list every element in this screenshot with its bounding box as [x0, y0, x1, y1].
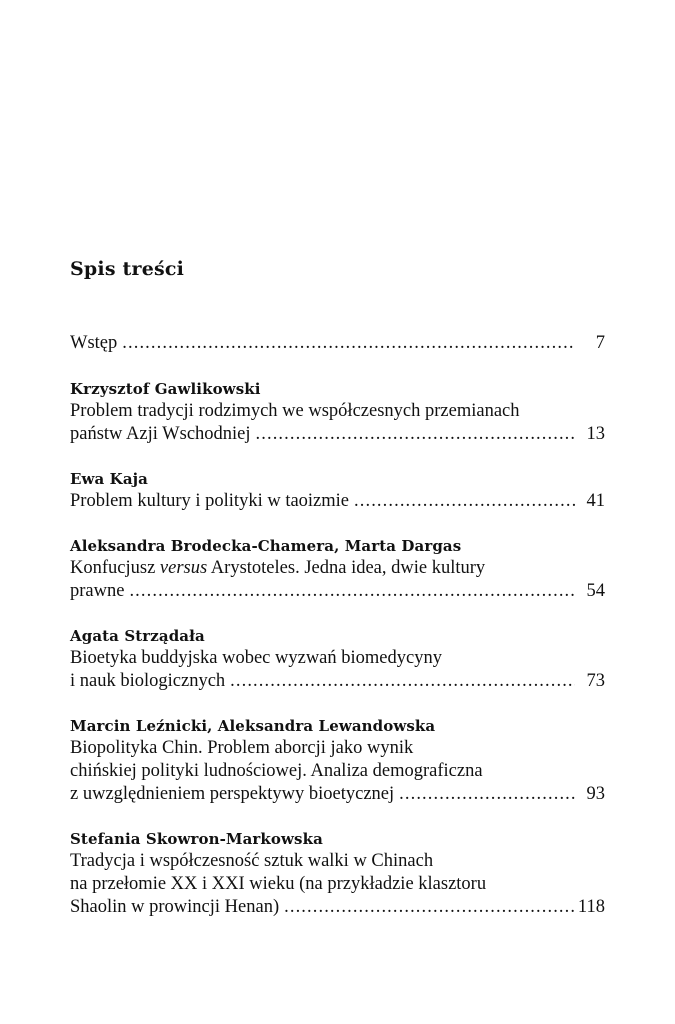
- dot-leader: [284, 896, 574, 919]
- toc-entry-strzadala[interactable]: [70, 625, 605, 693]
- toc-entry-title-line: chińskiej polityki ludnościowej. Analiza demograficzna: [70, 760, 483, 781]
- toc-heading: Spis treści: [70, 258, 185, 280]
- toc-page-number: 7: [595, 333, 605, 353]
- toc-entry-brodecka-dargas[interactable]: [70, 535, 605, 603]
- toc-entry-line: [70, 580, 605, 603]
- toc-entry-title-line: [70, 557, 605, 580]
- toc-entry-title-end: Shaolin w prowincji Henan): [70, 896, 280, 917]
- title-text-pre: Konfucjusz: [70, 558, 160, 578]
- dot-leader: [354, 490, 575, 513]
- toc-page-number: 41: [586, 491, 605, 511]
- toc-entry-line: [70, 332, 605, 355]
- toc-entry-line: [70, 670, 605, 693]
- toc-entry-author: Agata Strządała: [70, 627, 205, 645]
- toc-entry-title-line: Problem tradycji rodzimych we współczesnych przemianach: [70, 401, 520, 421]
- toc-entry-skowron-markowska[interactable]: [70, 828, 605, 918]
- toc-entry-author: Ewa Kaja: [70, 470, 148, 488]
- toc-entry-title-line: Bioetyka buddyjska wobec wyzwań biomedycyny: [70, 648, 442, 668]
- toc-entry-title-end: Problem kultury i polityki w taoizmie: [70, 491, 350, 511]
- toc-entry-title-line: Tradycja i współczesność sztuk walki w Chinach: [70, 851, 434, 871]
- toc-entry-author: Marcin Leźnicki, Aleksandra Lewandowska: [70, 717, 436, 735]
- toc-entry-line: [70, 896, 605, 919]
- toc-page-number: 13: [586, 423, 605, 444]
- toc-entry-introduction[interactable]: [70, 332, 605, 355]
- toc-entry-title-end: prawne: [70, 580, 125, 601]
- toc-entry-line: [70, 783, 605, 806]
- toc-entry-title: Wstęp: [70, 333, 118, 353]
- toc-entry-title-line: na przełomie XX i XXI wieku (na przykładzie klasztoru: [70, 873, 487, 894]
- toc-page-number: 73: [586, 670, 605, 691]
- dot-leader: [129, 580, 575, 603]
- toc-entry-title-end: państw Azji Wschodniej: [70, 423, 251, 444]
- dot-leader: [256, 423, 575, 446]
- toc-entry-title-line: Biopolityka Chin. Problem aborcji jako wynik: [70, 738, 414, 758]
- title-text-post: Arystoteles. Jedna idea, dwie kultury: [207, 558, 486, 578]
- dot-leader: [122, 332, 575, 355]
- dot-leader: [399, 783, 575, 806]
- toc-entry-line: [70, 490, 605, 513]
- toc-page-number: 93: [586, 783, 605, 804]
- toc-entry-title-end: i nauk biologicznych: [70, 670, 226, 691]
- toc-entry-title-end: z uwzględnieniem perspektywy bioetycznej: [70, 783, 395, 804]
- title-text-italic: versus: [159, 558, 208, 578]
- toc-entry-kaja[interactable]: [70, 468, 605, 513]
- toc-page-number: 54: [586, 580, 605, 601]
- toc-entry-author: Stefania Skowron-Markowska: [70, 830, 323, 848]
- dot-leader: [230, 670, 575, 693]
- toc-entry-line: [70, 423, 605, 446]
- toc-entry-gawlikowski[interactable]: [70, 378, 605, 446]
- toc-entry-author: Aleksandra Brodecka-Chamera, Marta Dargas: [70, 537, 462, 555]
- toc-page-number: 118: [577, 896, 605, 917]
- toc-entry-author: Krzysztof Gawlikowski: [70, 380, 261, 398]
- toc-entry-leznicki-lewandowska[interactable]: [70, 715, 605, 805]
